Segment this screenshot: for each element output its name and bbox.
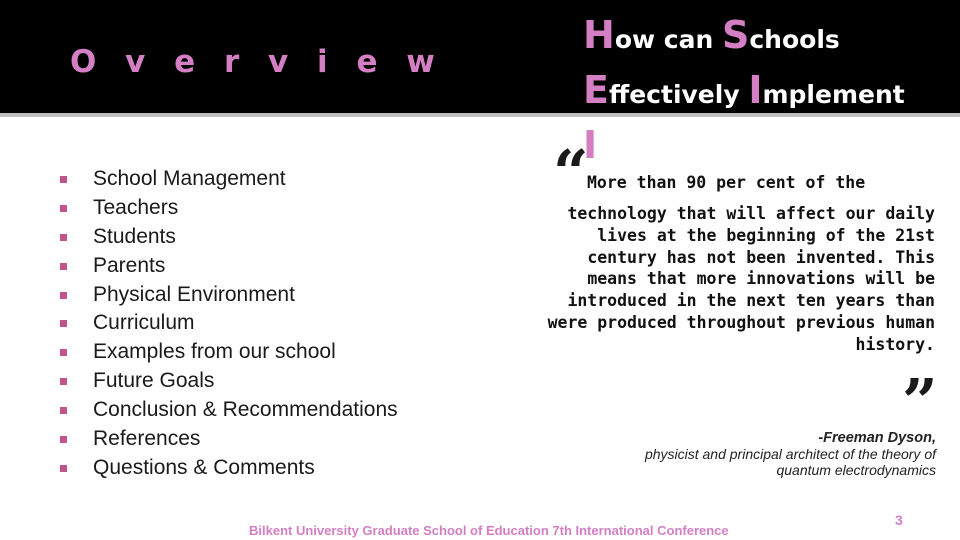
list-item [58,165,398,194]
footer-conference: Bilkent University Graduate School of Education 7th International Conference [249,523,729,538]
list-item-label: Physical Environment [93,282,295,306]
title-word: ffectively [608,80,749,109]
title-word: CT? [597,135,648,164]
quote-first-line: More than 90 per cent of the [587,173,866,192]
quote-author: -Freeman Dyson, [818,430,936,446]
quote-attribution [556,430,936,478]
list-item [58,367,398,396]
bullet-square-icon [60,465,67,472]
title-initial: I [583,123,598,167]
list-item [58,252,398,281]
list-item [58,309,398,338]
list-item [58,396,398,425]
title-initial: H [583,13,615,57]
bullet-square-icon [60,234,67,241]
slide-title [583,10,953,175]
list-item [58,194,398,223]
list-item-label: Curriculum [93,311,195,335]
title-bar [0,0,960,167]
list-item [58,425,398,454]
list-item [58,223,398,252]
title-word: ow can [614,25,722,54]
list-item-label: References [93,427,201,451]
bullet-square-icon [60,436,67,443]
list-item [58,338,398,367]
section-label: O v e r v i e w [70,44,444,80]
title-initial: I [748,68,763,112]
bullet-square-icon [60,292,67,299]
bullet-square-icon [60,349,67,356]
list-item-label: Questions & Comments [93,455,315,479]
author-role-line-2: quantum electrodynamics [776,462,936,478]
bullet-square-icon [60,205,67,212]
close-quote-icon: ” [902,365,938,438]
bullet-square-icon [60,176,67,183]
slide-title-line-1 [583,10,953,65]
bullet-square-icon [60,407,67,414]
list-item [58,281,398,310]
title-initial: E [583,68,609,112]
open-quote-icon: “ [553,136,589,209]
list-item-label: Parents [93,253,166,277]
bullet-square-icon [60,378,67,385]
list-item-label: Students [93,224,176,248]
title-divider [0,113,960,117]
slide-title-line-2 [583,65,953,175]
quote-text: technology that will affect our daily lives at the beginning of the 21st century has not been invented. This means that more innovations will be introduced in the next ten years than were produced throughout previous human history. [547,204,935,354]
bullet-square-icon [60,320,67,327]
list-item-label: Examples from our school [93,340,336,364]
page-number: 3 [895,512,903,528]
list-item-label: Teachers [93,195,179,219]
list-item-label: School Management [93,167,286,190]
author-role-line-1: physicist and principal architect of the theory of [644,446,936,462]
list-item-label: Conclusion & Recommendations [93,398,398,422]
list-item [58,454,398,483]
title-word: mplement [762,80,905,109]
title-word: chools [749,25,840,54]
bullet-square-icon [60,263,67,270]
title-initial: S [721,13,750,57]
overview-list [58,165,398,483]
list-item-label: Future Goals [93,369,215,393]
